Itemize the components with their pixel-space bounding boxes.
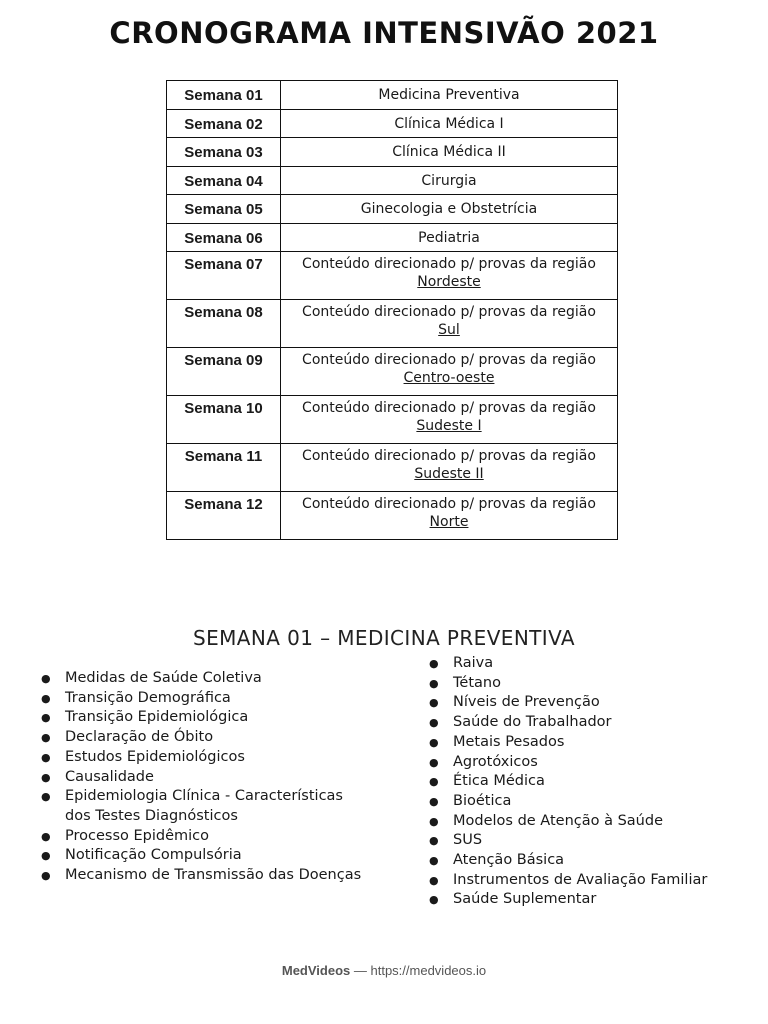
week-cell: Semana 02: [167, 109, 281, 138]
bullet-icon: ●: [429, 873, 439, 887]
content-text: Conteúdo direcionado p/ provas da região: [302, 352, 596, 368]
week-cell: Semana 12: [167, 492, 281, 540]
topic-item: [429, 674, 753, 694]
content-cell: [281, 444, 618, 492]
bullet-icon: ●: [41, 750, 51, 764]
topic-label: Mecanismo de Transmissão das Doenças: [65, 867, 362, 884]
region-link[interactable]: Norte: [429, 513, 469, 530]
topic-label: Agrotóxicos: [453, 753, 538, 770]
schedule-row: [167, 195, 618, 224]
footer-separator: —: [350, 963, 371, 978]
schedule-row: [167, 166, 618, 195]
content-text: Clínica Médica I: [394, 115, 504, 132]
topic-item: [429, 772, 753, 792]
topic-label: Raiva: [453, 655, 494, 671]
topic-label: Medidas de Saúde Coletiva: [65, 670, 262, 686]
content-text: Medicina Preventiva: [378, 87, 520, 103]
topic-label: Tétano: [453, 674, 501, 691]
footer: [0, 963, 768, 978]
schedule-row: [167, 300, 618, 348]
topic-item: [41, 669, 365, 689]
content-text: Ginecologia e Obstetrícia: [360, 201, 538, 217]
week-cell: Semana 08: [167, 300, 281, 348]
bullet-icon: ●: [41, 790, 51, 804]
topic-item: [41, 768, 365, 788]
topic-label: Transição Epidemiológica: [65, 709, 249, 726]
topic-item: [429, 792, 753, 812]
bullet-icon: ●: [429, 854, 439, 868]
topic-label: Bioética: [453, 792, 512, 809]
region-link[interactable]: Nordeste: [417, 273, 481, 290]
content-cell: [281, 195, 618, 224]
topics-list-right: [429, 654, 753, 910]
bullet-icon: ●: [429, 696, 439, 710]
bullet-icon: ●: [41, 731, 51, 745]
content-text: Pediatria: [418, 229, 480, 246]
topic-label: Saúde Suplementar: [453, 891, 597, 908]
content-text: Conteúdo direcionado p/ provas da região: [302, 400, 596, 416]
topic-item: [429, 693, 753, 713]
topic-label: Atenção Básica: [453, 852, 565, 869]
topic-item: [41, 787, 365, 826]
topic-item: [429, 890, 753, 910]
content-text: Conteúdo direcionado p/ provas da região: [302, 496, 596, 512]
schedule-row: [167, 348, 618, 396]
bullet-icon: ●: [429, 735, 439, 749]
bullet-icon: ●: [41, 869, 51, 883]
topic-item: [41, 748, 365, 768]
schedule-row: [167, 138, 618, 167]
content-text: Clínica Médica II: [392, 144, 506, 160]
content-text: Conteúdo direcionado p/ provas da região: [302, 304, 596, 320]
bullet-icon: ●: [429, 794, 439, 808]
week-cell: Semana 06: [167, 223, 281, 252]
footer-brand: MedVideos: [281, 963, 351, 978]
topic-label: Declaração de Óbito: [65, 729, 214, 746]
bullet-icon: ●: [41, 672, 51, 685]
week-cell: Semana 11: [167, 444, 281, 492]
topic-item: [41, 846, 365, 866]
bullet-icon: ●: [41, 849, 51, 863]
schedule-row: [167, 252, 618, 300]
bullet-icon: ●: [41, 691, 51, 705]
content-cell: [281, 109, 618, 138]
content-cell: [281, 252, 618, 300]
topic-label: SUS: [453, 832, 483, 849]
week-cell: Semana 09: [167, 348, 281, 396]
week-cell: Semana 01: [167, 81, 281, 110]
topics-list-left: [41, 669, 365, 886]
topic-item: [429, 812, 753, 832]
topic-label: Metais Pesados: [453, 733, 565, 750]
region-link[interactable]: Sudeste II: [414, 465, 484, 482]
topic-item: [41, 708, 365, 728]
topic-item: [41, 866, 365, 886]
week-cell: Semana 07: [167, 252, 281, 300]
topic-label: Ética Médica: [453, 773, 545, 790]
schedule-row: [167, 492, 618, 540]
schedule-row: [167, 81, 618, 110]
section-title: SEMANA 01 – MEDICINA PREVENTIVA: [193, 626, 575, 650]
schedule-row: [167, 396, 618, 444]
week-cell: Semana 10: [167, 396, 281, 444]
bullet-icon: ●: [41, 770, 51, 784]
content-cell: [281, 81, 618, 110]
region-link[interactable]: Sudeste I: [416, 417, 482, 434]
topic-item: [429, 851, 753, 871]
topic-item: [41, 827, 365, 847]
content-text: Cirurgia: [421, 172, 477, 189]
content-cell: [281, 166, 618, 195]
bullet-icon: ●: [41, 829, 51, 843]
topic-label: Causalidade: [65, 768, 154, 785]
content-cell: [281, 396, 618, 444]
content-cell: [281, 223, 618, 252]
topic-item: [429, 733, 753, 753]
footer-url[interactable]: https://medvideos.io: [370, 963, 487, 978]
content-cell: [281, 492, 618, 540]
region-link[interactable]: Sul: [438, 321, 460, 338]
content-cell: [281, 300, 618, 348]
topic-label: Modelos de Atenção à Saúde: [453, 812, 664, 829]
topic-label: Saúde do Trabalhador: [453, 714, 612, 731]
bullet-icon: ●: [429, 716, 439, 730]
topic-item: [429, 753, 753, 773]
bullet-icon: ●: [429, 676, 439, 690]
topic-label: Estudos Epidemiológicos: [65, 748, 245, 765]
topic-label: Níveis de Prevenção: [453, 694, 600, 711]
week-cell: Semana 05: [167, 195, 281, 224]
topic-item: [429, 654, 753, 674]
topic-item: [429, 713, 753, 733]
bullet-icon: ●: [429, 755, 439, 769]
content-cell: [281, 348, 618, 396]
schedule-row: [167, 109, 618, 138]
page-title: CRONOGRAMA INTENSIVÃO 2021: [109, 16, 659, 50]
topic-item: [429, 831, 753, 851]
content-text: Conteúdo direcionado p/ provas da região: [302, 256, 596, 272]
week-cell: Semana 03: [167, 138, 281, 167]
region-link[interactable]: Centro-oeste: [403, 369, 495, 386]
bullet-icon: ●: [429, 775, 439, 789]
topic-label: Epidemiologia Clínica - Características dos Testes Diagnósticos: [65, 788, 343, 824]
schedule-row: [167, 444, 618, 492]
bullet-icon: ●: [41, 711, 51, 725]
topic-label: Instrumentos de Avaliação Familiar: [453, 871, 708, 888]
bullet-icon: ●: [429, 657, 439, 670]
bullet-icon: ●: [429, 814, 439, 828]
content-cell: [281, 138, 618, 167]
schedule-row: [167, 223, 618, 252]
topic-label: Transição Demográfica: [65, 689, 231, 706]
topic-item: [41, 689, 365, 709]
topic-label: Notificação Compulsória: [65, 847, 242, 864]
topic-item: [41, 728, 365, 748]
topic-item: [429, 871, 753, 891]
topic-label: Processo Epidêmico: [65, 827, 210, 844]
bullet-icon: ●: [429, 834, 439, 848]
bullet-icon: ●: [429, 893, 439, 907]
week-cell: Semana 04: [167, 166, 281, 195]
schedule-table: [166, 80, 618, 540]
content-text: Conteúdo direcionado p/ provas da região: [302, 448, 596, 464]
